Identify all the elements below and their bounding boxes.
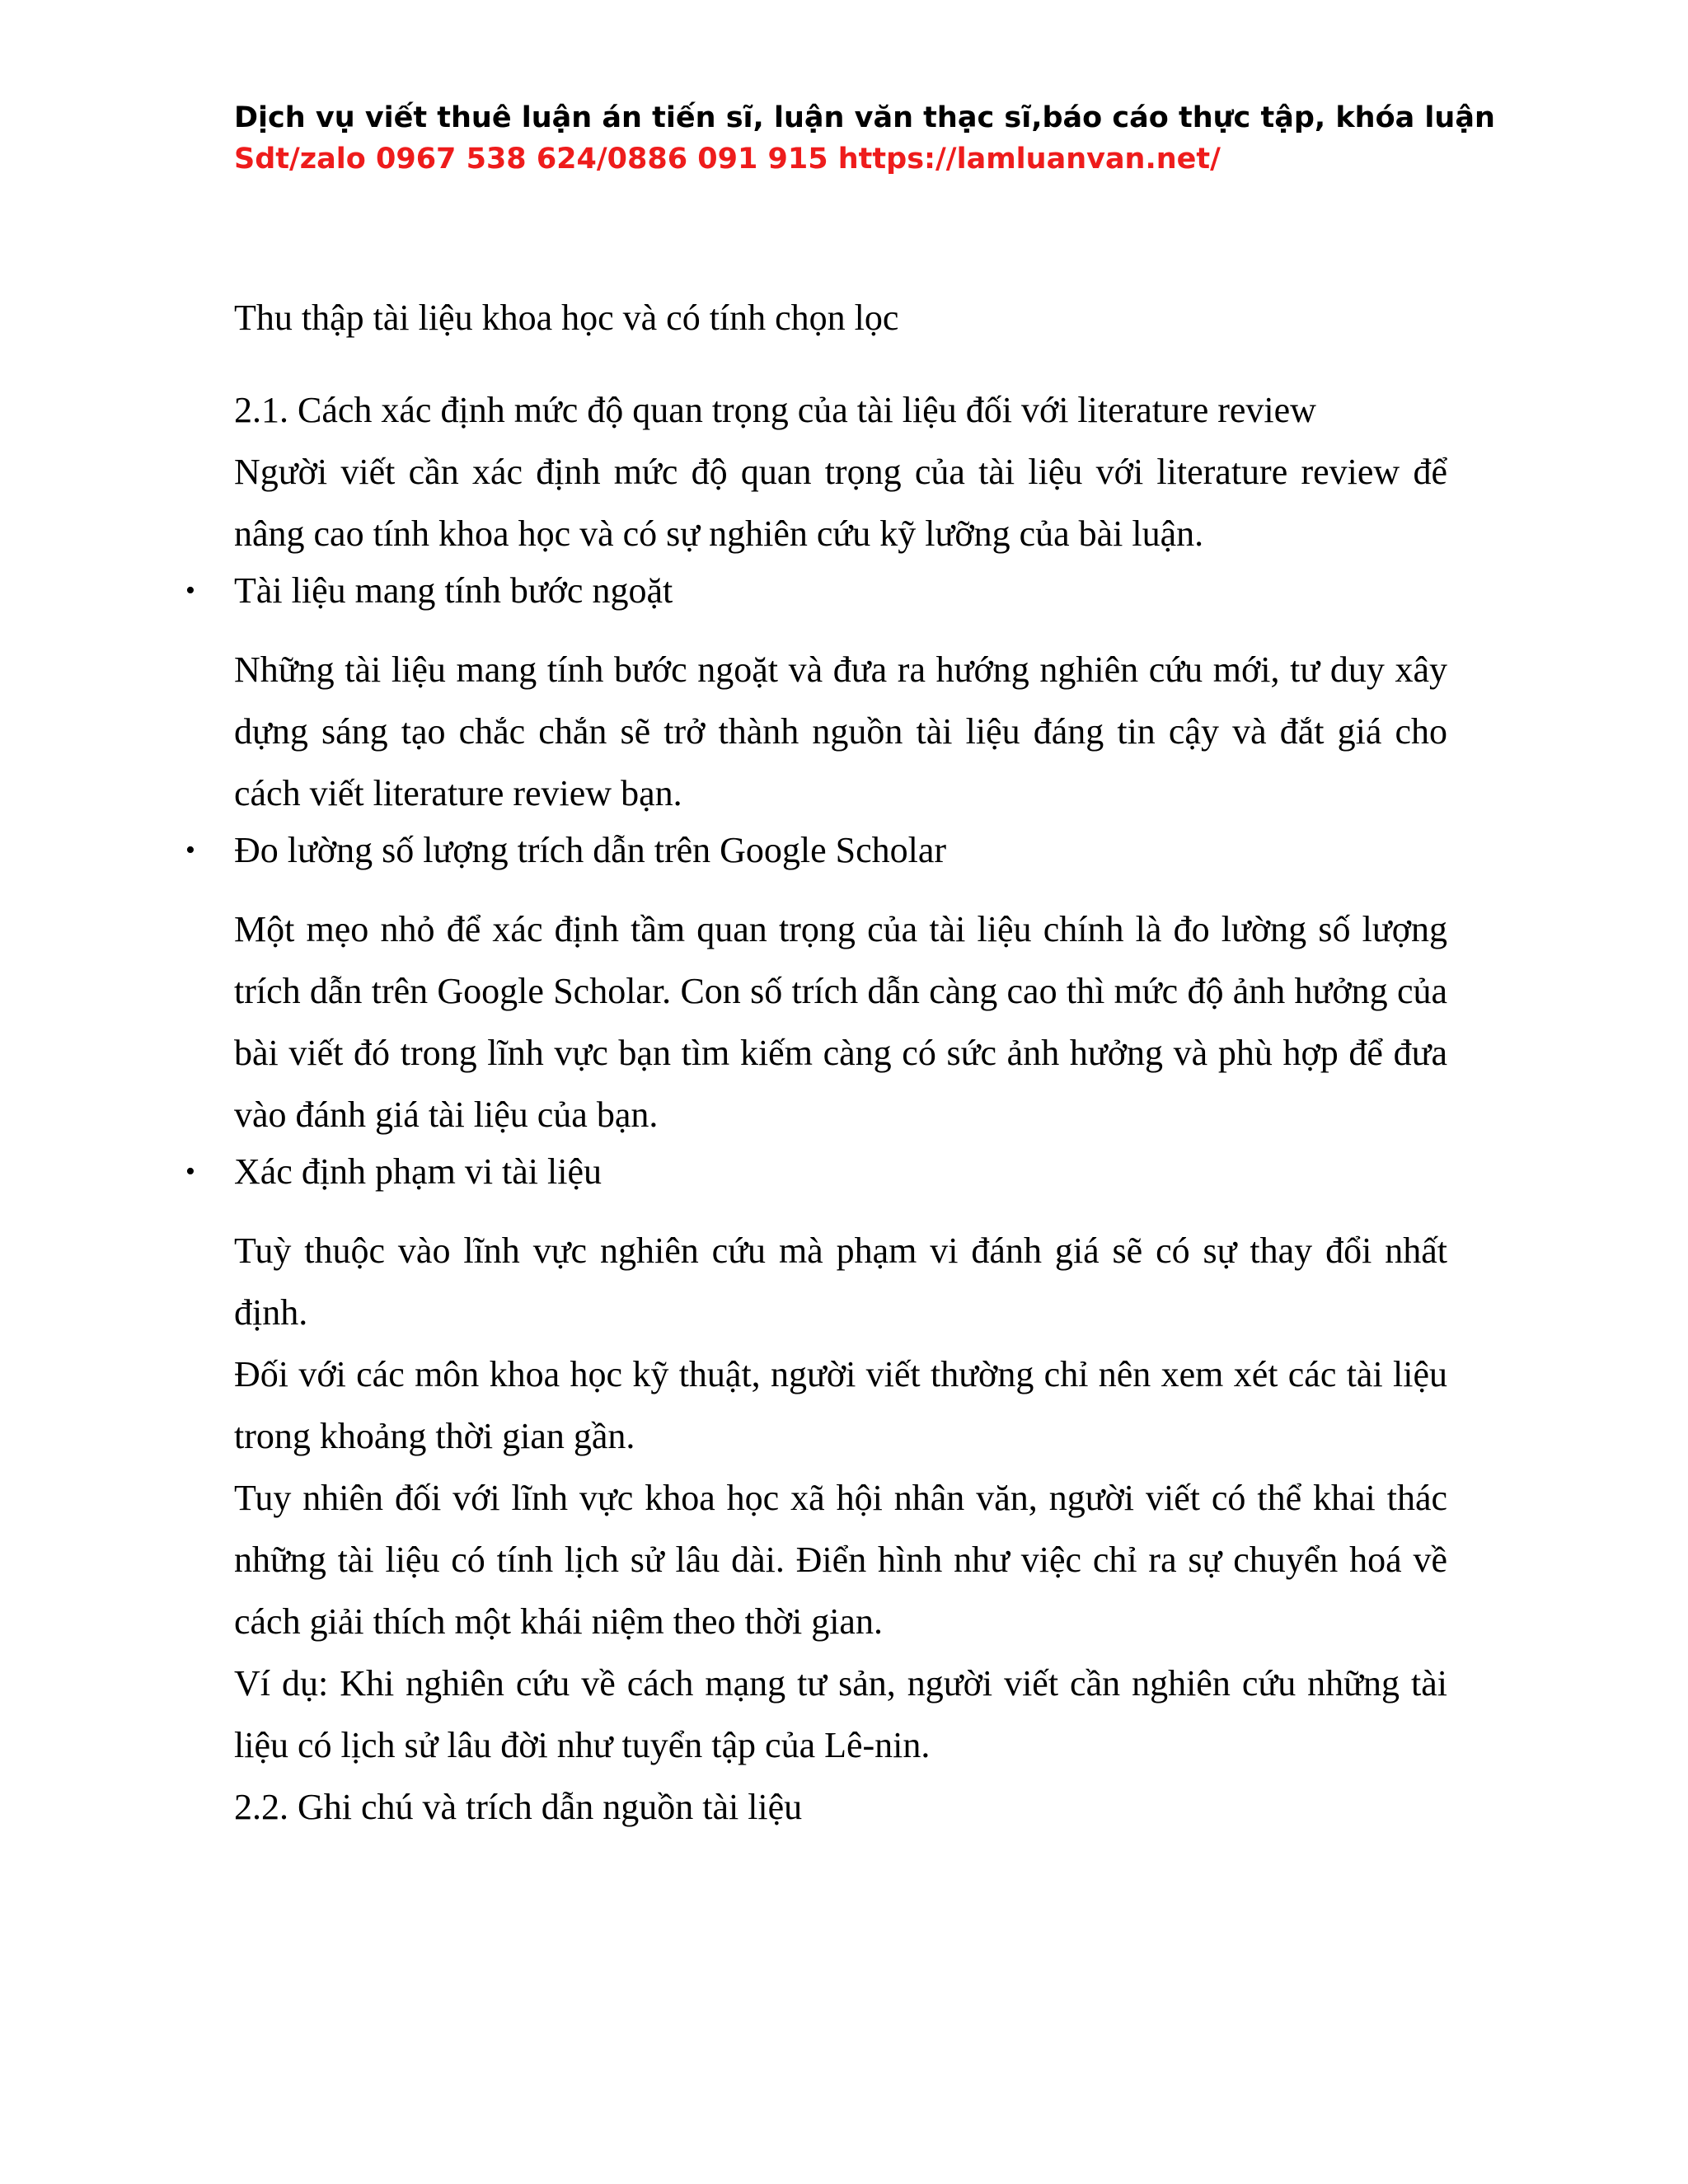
bullet-marker: • — [185, 835, 195, 865]
bullet-1-paragraph: Những tài liệu mang tính bước ngoặt và đưa ra hướng nghiên cứu mới, tư duy xây dựng sáng tạo chắc chắn sẽ trở thành nguồn tài liệu đáng tin cậy và đắt giá cho cách viết literature review bạn. — [234, 649, 1447, 813]
bullet-marker: • — [185, 1156, 195, 1187]
bullet-3-paragraph-1: Tuỳ thuộc vào lĩnh vực nghiên cứu mà phạm vi đánh giá sẽ có sự thay đổi nhất định. — [234, 1230, 1447, 1333]
bullet-label: Xác định phạm vi tài liệu — [234, 1151, 602, 1192]
bullet-item-scope — [185, 1146, 1447, 1198]
bullet-3-paragraph-3: Tuy nhiên đối với lĩnh vực khoa học xã hội nhân văn, người viết có thể khai thác những tài liệu có tính lịch sử lâu dài. Điển hình như việc chỉ ra sự chuyển hoá về cách giải thích một khái niệm theo thời gian. — [234, 1478, 1447, 1642]
bullet-marker: • — [185, 575, 195, 606]
bullet-3-paragraph-2: Đối với các môn khoa học kỹ thuật, người viết thường chỉ nên xem xét các tài liệu trong khoảng thời gian gần. — [234, 1354, 1447, 1456]
header-contact-line: Sdt/zalo 0967 538 624/0886 091 915 https://lamluanvan.net/ — [234, 143, 1221, 176]
bullet-item-citations — [185, 824, 1447, 877]
document-body — [185, 287, 1447, 1838]
header-service-line: Dịch vụ viết thuê luận án tiến sĩ, luận văn thạc sĩ,báo cáo thực tập, khóa luận — [234, 101, 1495, 134]
intro-paragraph: Thu thập tài liệu khoa học và có tính chọn lọc — [234, 298, 899, 338]
section-2-1-heading: 2.1. Cách xác định mức độ quan trọng của tài liệu đối với literature review — [234, 390, 1316, 430]
bullet-item-landmark — [185, 565, 1447, 617]
page-header — [234, 97, 1495, 180]
bullet-label: Tài liệu mang tính bước ngoặt — [234, 570, 673, 611]
section-2-2-heading: 2.2. Ghi chú và trích dẫn nguồn tài liệu — [234, 1787, 803, 1827]
bullet-3-paragraph-4: Ví dụ: Khi nghiên cứu về cách mạng tư sản, người viết cần nghiên cứu những tài liệu có lịch sử lâu đời như tuyển tập của Lê-nin. — [234, 1663, 1447, 1765]
bullet-2-paragraph: Một mẹo nhỏ để xác định tầm quan trọng của tài liệu chính là đo lường số lượng trích dẫn trên Google Scholar. Con số trích dẫn càng cao thì mức độ ảnh hưởng của bài viết đó trong lĩnh vực bạn tìm kiếm càng có sức ảnh hưởng và phù hợp để đưa vào đánh giá tài liệu của bạn. — [234, 909, 1447, 1135]
section-2-1-paragraph: Người viết cần xác định mức độ quan trọng của tài liệu với literature review để nâng cao tính khoa học và có sự nghiên cứu kỹ lưỡng của bài luận. — [234, 452, 1447, 554]
bullet-label: Đo lường số lượng trích dẫn trên Google Scholar — [234, 830, 947, 870]
